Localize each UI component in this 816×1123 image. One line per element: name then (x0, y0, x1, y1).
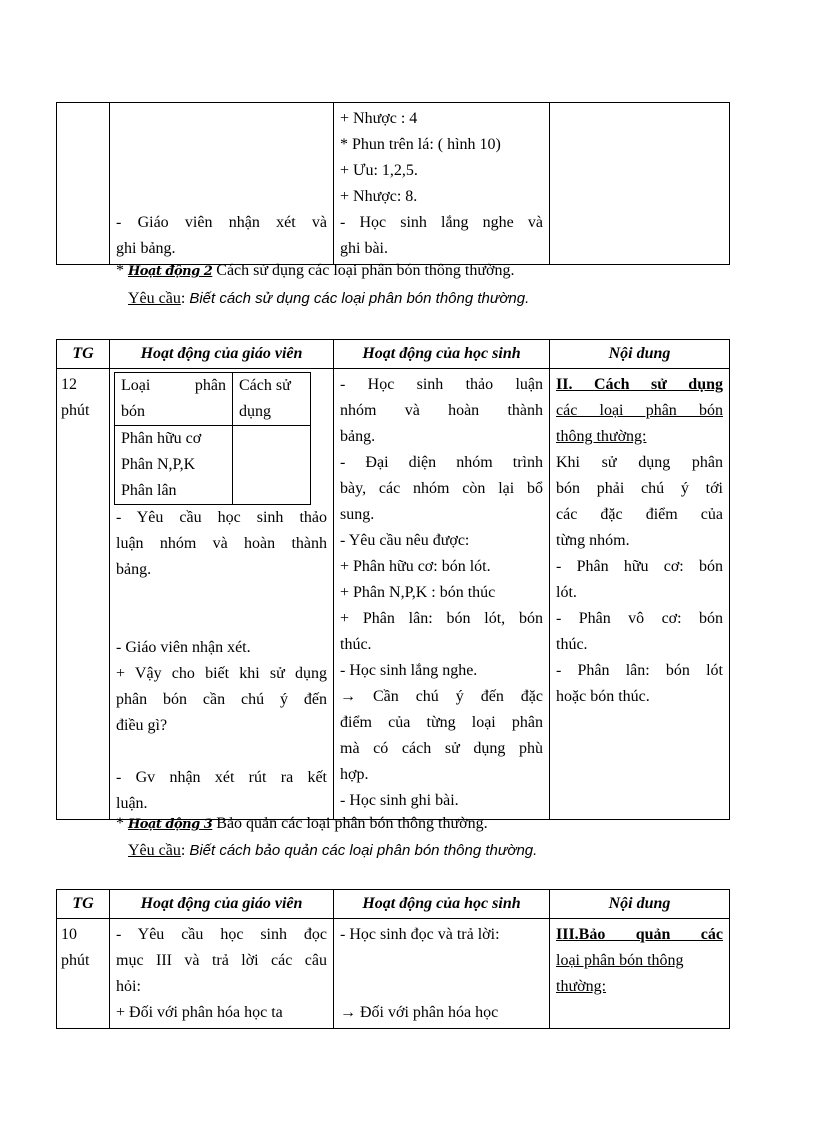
section-heading: loại phân bón thông (556, 952, 684, 969)
text-line: - Học sinh thảo luận (340, 376, 543, 393)
spacer (340, 974, 543, 1000)
text-line: + Nhược: 8. (340, 188, 418, 205)
teacher-cell (110, 919, 334, 1029)
header-student: Hoạt động của học sinh (334, 890, 550, 919)
text-line: → Cần chú ý đến đặc (340, 688, 543, 705)
section-heading: các loại phân bón (556, 402, 723, 419)
activity-label: Hoạt động 2 (128, 264, 213, 279)
tg-cell (57, 369, 110, 820)
text-line: - Học sinh đọc và trả lời: (340, 926, 500, 943)
spacer (116, 583, 327, 609)
inner-usage-empty (233, 426, 311, 505)
inner-type-list (115, 426, 233, 505)
text-line: bón phải chú ý tới (556, 480, 723, 497)
table-activity-3 (56, 889, 730, 1029)
text-line: hỏi: (116, 978, 141, 995)
text-line: bảng. (116, 561, 152, 578)
text-line: hoặc bón thúc. (556, 688, 650, 705)
text-line: - Phân hữu cơ: bón (556, 558, 723, 575)
text-line: bón (121, 403, 145, 420)
student-cell (334, 369, 550, 820)
fertilizer-usage-table (114, 372, 311, 505)
table-row (57, 919, 730, 1029)
text-line: ghi bảng. (116, 240, 176, 257)
text-line: + Nhược : 4 (340, 110, 418, 127)
requirement-label: Yêu cầu (128, 842, 181, 859)
text-line: Loại phân (121, 377, 226, 394)
text-line: bảng. (340, 428, 376, 445)
requirement-text: Biết cách bảo quản các loại phân bón thông thường. (189, 842, 538, 859)
text-line: - Yêu cầu học sinh đọc (116, 926, 327, 943)
text-line: + Ưu: 1,2,5. (340, 162, 418, 179)
spacer (116, 739, 327, 765)
text-line: - Yêu cầu học sinh thảo (116, 509, 327, 526)
text-line: từng nhóm. (556, 532, 630, 549)
header-teacher: Hoạt động của giáo viên (110, 340, 334, 369)
tg-cell (57, 103, 110, 265)
text-line: - Giáo viên nhận xét và (116, 214, 327, 231)
time-value: 12 (61, 376, 77, 393)
inner-body-row (115, 426, 311, 505)
activity-3-requirement (128, 842, 537, 860)
text-line: - Học sinh ghi bài. (340, 792, 459, 809)
text-line: Khi sử dụng phân (556, 454, 723, 471)
text-line: nhóm và hoàn thành (340, 402, 543, 419)
bullet-star: * (116, 262, 124, 279)
requirement-text: Biết cách sử dụng các loại phân bón thông thường. (189, 290, 530, 307)
text-line: sung. (340, 506, 375, 523)
header-tg: TG (57, 890, 110, 919)
bullet-star: * (116, 815, 124, 832)
time-value: 10 (61, 926, 77, 943)
activity-title: Bảo quản các loại phân bón thông thường. (216, 815, 488, 832)
inner-header-usage (233, 373, 311, 426)
text-line: Phân lân (121, 482, 177, 499)
text-line: luận. (116, 795, 148, 812)
text-line: mà có cách sử dụng phù (340, 740, 543, 757)
text-line: thúc. (556, 636, 588, 653)
text-line: điểm của từng loại phân (340, 714, 543, 731)
text-line: - Yêu cầu nêu được: (340, 532, 470, 549)
text-line: + Vậy cho biết khi sử dụng (116, 665, 327, 682)
table-continued (56, 102, 730, 265)
spacer (340, 948, 543, 974)
requirement-colon: : (180, 842, 186, 859)
text-line: lót. (556, 584, 577, 601)
text-line: phân bón cần chú ý đến (116, 691, 327, 708)
text-line: Phân hữu cơ (121, 430, 202, 447)
text-line: ghi bài. (340, 240, 388, 257)
teacher-cell (110, 369, 334, 820)
inner-header-type (115, 373, 233, 426)
header-teacher: Hoạt động của giáo viên (110, 890, 334, 919)
text-line: luận nhóm và hoàn thành (116, 535, 327, 552)
text-line: - Học sinh lắng nghe và (340, 214, 543, 231)
text-line: - Phân vô cơ: bón (556, 610, 723, 627)
text-line: bày, các nhóm còn lại bổ (340, 480, 543, 497)
header-content: Nội dung (550, 340, 730, 369)
section-heading: thường: (556, 978, 607, 995)
text-line: các đặc điểm của (556, 506, 723, 523)
requirement-colon: : (180, 290, 186, 307)
text-line: Phân N,P,K (121, 456, 196, 473)
text-line: - Đại diện nhóm trình (340, 454, 543, 471)
text-line: + Đối với phân hóa học ta (116, 1004, 283, 1021)
table-row (57, 103, 730, 265)
section-heading: II. Cách sử dụng (556, 376, 723, 393)
time-unit: phút (61, 402, 90, 419)
header-tg: TG (57, 340, 110, 369)
text-line: → Đối với phân hóa học (340, 1004, 499, 1021)
spacer (116, 609, 327, 635)
student-cell (334, 919, 550, 1029)
text-line: + Phân lân: bón lót, bón (340, 610, 543, 627)
requirement-label: Yêu cầu (128, 290, 181, 307)
text-line: + Phân N,P,K : bón thúc (340, 584, 496, 601)
text-line: - Phân lân: bón lót (556, 662, 723, 679)
student-cell (334, 103, 550, 265)
text-line: + Phân hữu cơ: bón lót. (340, 558, 491, 575)
text-line: thúc. (340, 636, 372, 653)
activity-2-heading (116, 262, 514, 280)
time-unit: phút (61, 952, 90, 969)
table-header-row (57, 890, 730, 919)
table-header-row (57, 340, 730, 369)
teacher-cell (110, 103, 334, 265)
activity-2-requirement (128, 290, 529, 308)
inner-header-row (115, 373, 311, 426)
section-heading: III.Bảo quản các (556, 926, 723, 943)
text-line: - Học sinh lắng nghe. (340, 662, 478, 679)
text-line: - Gv nhận xét rút ra kết (116, 769, 327, 786)
tg-cell (57, 919, 110, 1029)
text-line: - Giáo viên nhận xét. (116, 639, 251, 656)
table-activity-2 (56, 339, 730, 820)
text-line: mục III và trả lời các câu (116, 952, 327, 969)
header-content: Nội dung (550, 890, 730, 919)
activity-label: Hoạt động 3 (128, 817, 213, 832)
activity-title: Cách sử dụng các loại phân bón thông thường. (216, 262, 515, 279)
content-cell (550, 919, 730, 1029)
text-line: dụng (239, 403, 271, 420)
content-cell (550, 369, 730, 820)
text-line: điều gì? (116, 717, 168, 734)
text-line: * Phun trên lá: ( hình 10) (340, 136, 501, 153)
text-line: hợp. (340, 766, 369, 783)
section-heading: thông thường: (556, 428, 647, 445)
table-row (57, 369, 730, 820)
activity-3-heading (116, 815, 488, 833)
text-line: Cách sử (239, 377, 291, 394)
content-cell (550, 103, 730, 265)
header-student: Hoạt động của học sinh (334, 340, 550, 369)
